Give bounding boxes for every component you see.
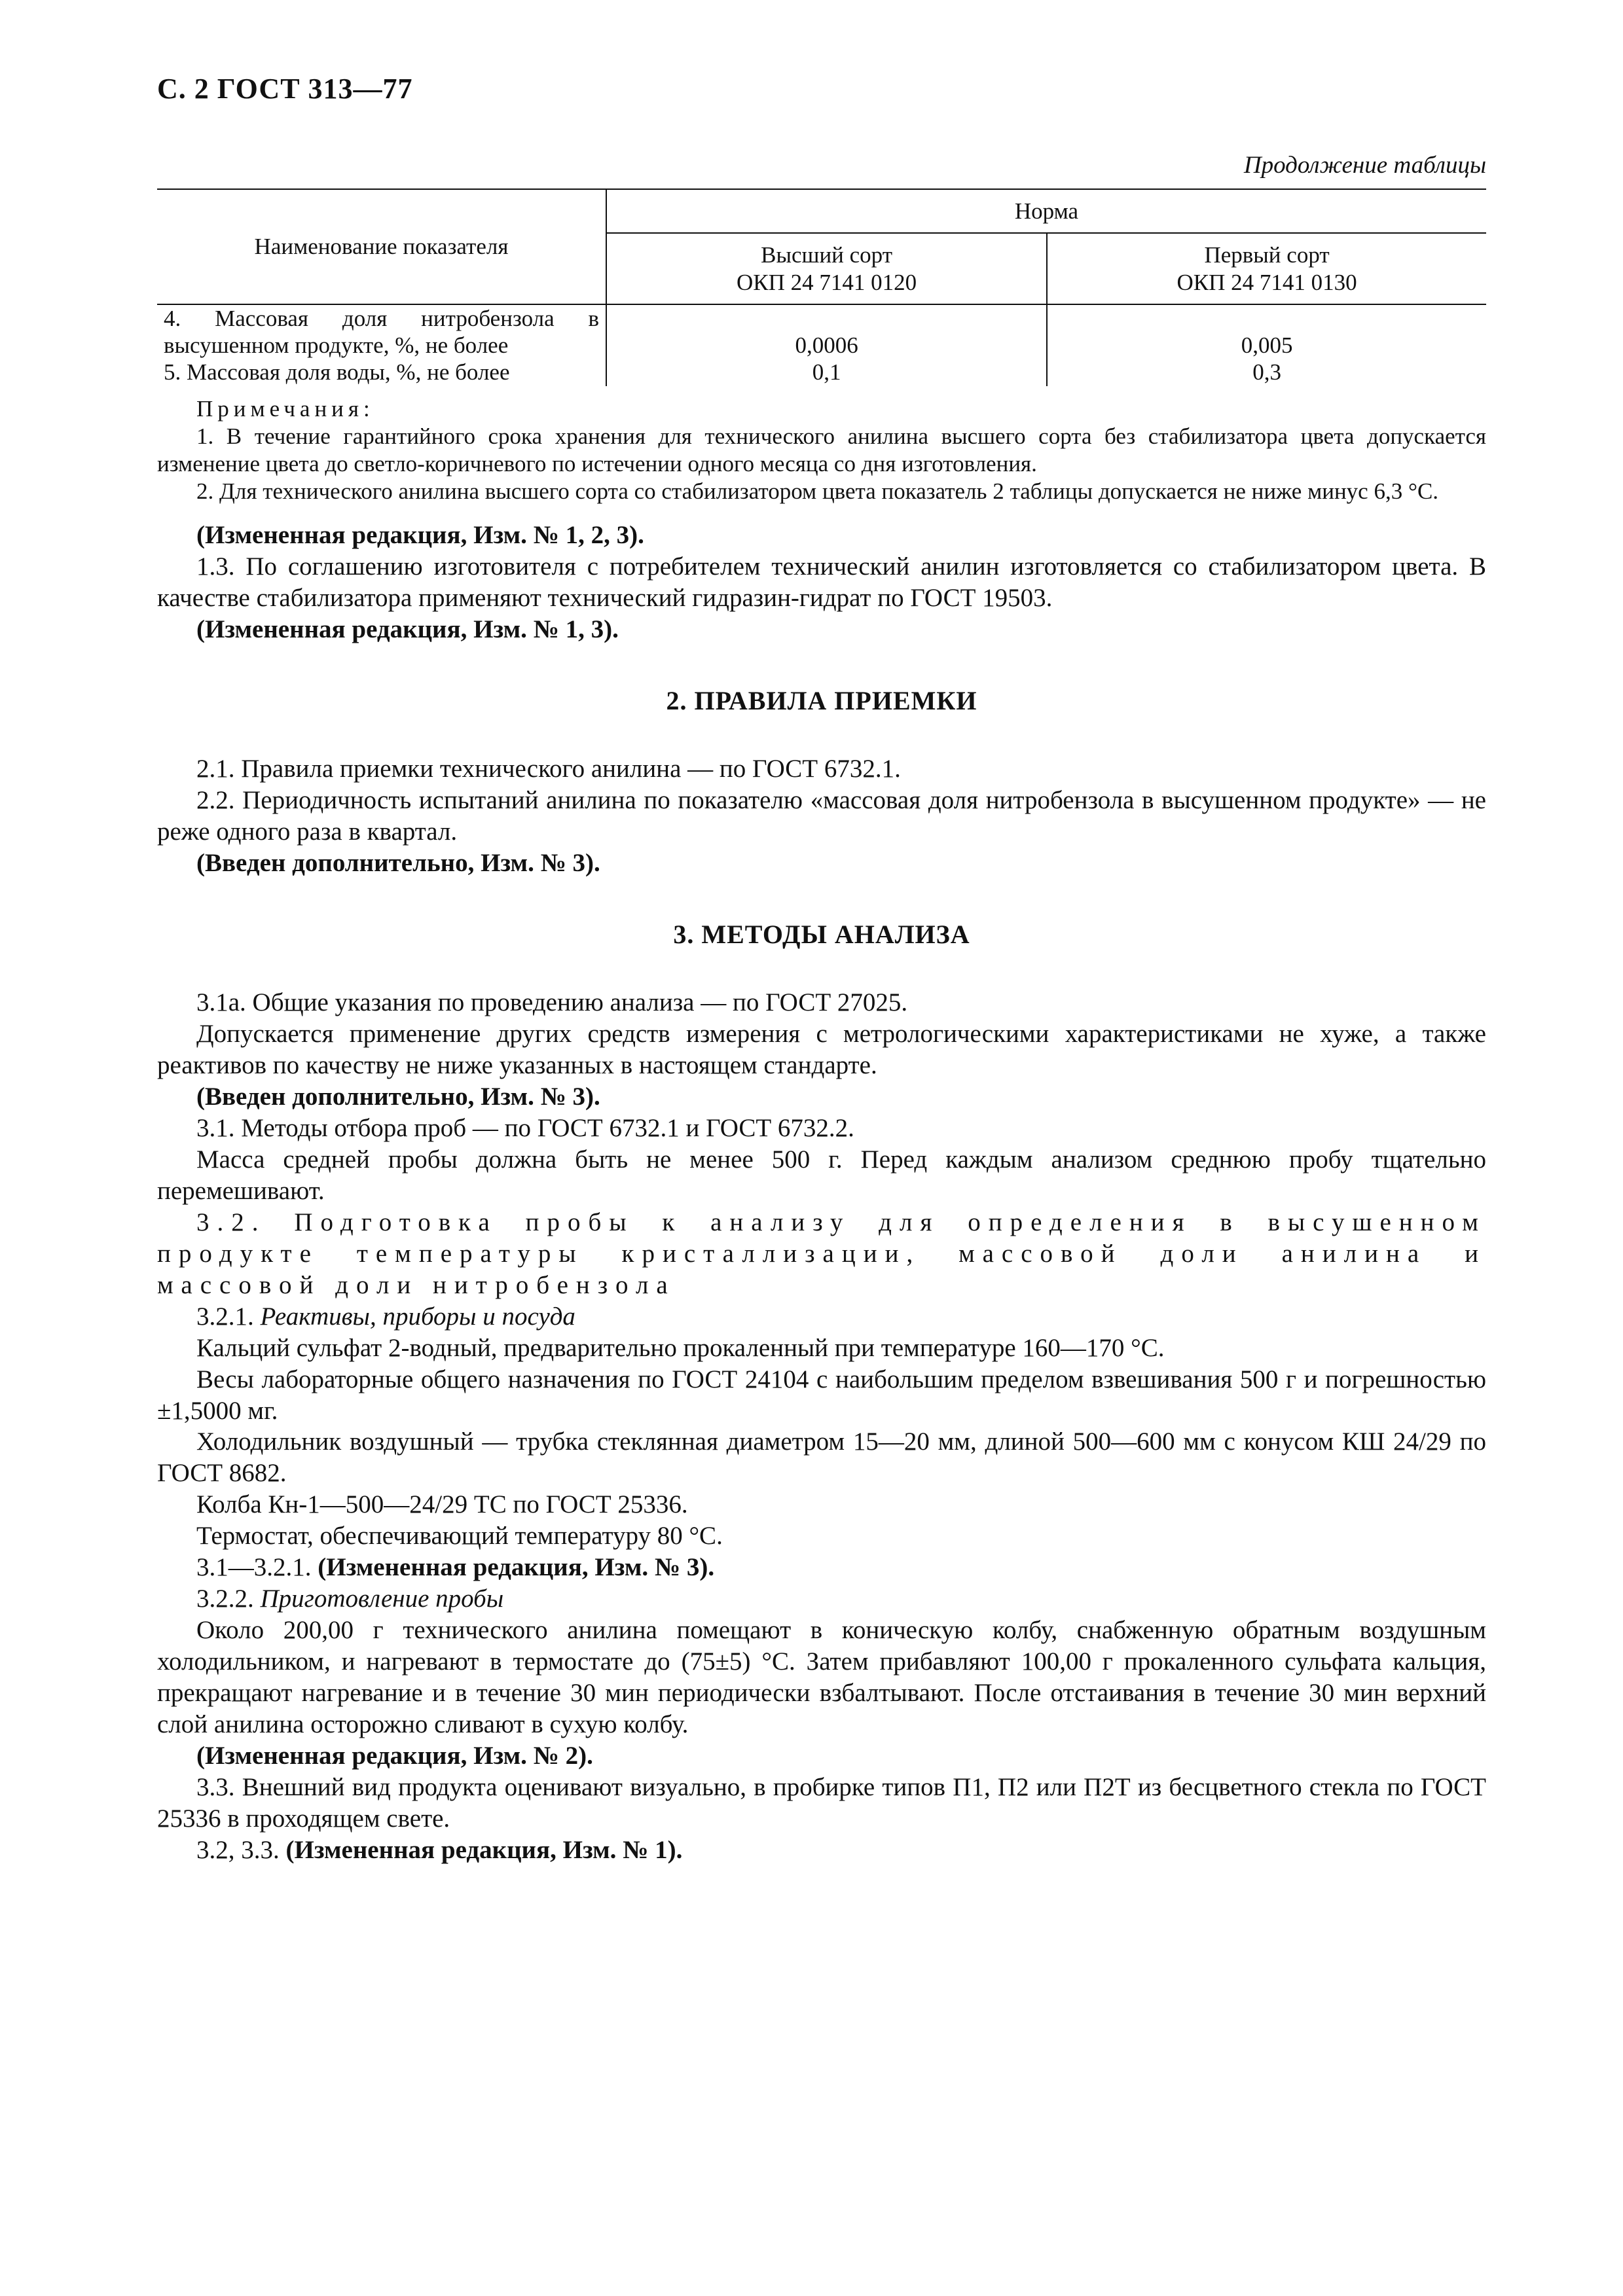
row-value-highest: 0,1: [606, 359, 1047, 386]
header-grade-highest: Высший сорт ОКП 24 7141 0120: [606, 233, 1047, 304]
paragraph-allowance: Допускается применение других средств измерения с метрологическими характеристиками не хуже, а также реактивов по качеству не ниже указанных в настоящем стандарте.: [157, 1019, 1486, 1079]
revision-note: (Измененная редакция, Изм. № 1, 2, 3).: [196, 520, 644, 549]
note-2: 2. Для технического анилина высшего сорта со стабилизатором цвета показатель 2 таблицы допускается не ниже минус 6,3 °С.: [196, 478, 1439, 504]
table-continuation-label: Продолжение таблицы: [1243, 152, 1486, 179]
row-value-highest: 0,0006: [606, 304, 1047, 359]
section-3-title: 3. МЕТОДЫ АНАЛИЗА: [673, 919, 970, 949]
revision-note: 3.2, 3.3. (Измененная редакция, Изм. № 1).: [196, 1836, 683, 1865]
document-page: [157, 72, 1486, 1866]
paragraph-3-2-line-1: 3.2. Подготовка пробы к анализу для определения в высушенном: [196, 1208, 1486, 1236]
row-name: 5. Массовая доля воды, %, не более: [164, 359, 510, 386]
revision-note: (Измененная редакция, Изм. № 2).: [196, 1742, 593, 1770]
row-value-first: 0,005: [1047, 304, 1486, 359]
row-value-first: 0,3: [1047, 359, 1486, 386]
row-name: 4. Массовая доля нитробензола в высушенном продукте, %, не более: [164, 305, 599, 359]
revision-note: (Измененная редакция, Изм. № 1, 3).: [196, 615, 619, 643]
note-1: 1. В течение гарантийного срока хранения для технического анилина высшего сорта без стабилизатора цвета допускается изменение цвета до светло-коричневого по истечении одного месяца со дня изготовления.: [157, 423, 1486, 476]
table-row: [157, 359, 1486, 386]
main-text: [157, 520, 1486, 1866]
paragraph-3-2-line-3: массовой доли нитробензола: [157, 1270, 676, 1299]
paragraph-flask: Колба Кн-1—500—24/29 ТС по ГОСТ 25336.: [196, 1490, 688, 1519]
notes-title: Примечания:: [196, 395, 374, 422]
paragraph-3-1: 3.1. Методы отбора проб — по ГОСТ 6732.1 и ГОСТ 6732.2.: [196, 1113, 854, 1142]
revision-note: (Введен дополнительно, Изм. № 3).: [196, 1082, 600, 1111]
paragraph-3-2-2: 3.2.2. Приготовление пробы: [196, 1585, 504, 1613]
notes-block: [157, 395, 1486, 505]
paragraph-calcium-sulfate: Кальций сульфат 2-водный, предварительно прокаленный при температуре 160—170 °С.: [196, 1333, 1165, 1362]
header-indicator-name: Наименование показателя: [157, 189, 606, 304]
revision-note: 3.1—3.2.1. (Измененная редакция, Изм. № 3).: [196, 1553, 715, 1582]
section-2-title: 2. ПРАВИЛА ПРИЕМКИ: [666, 685, 977, 715]
paragraph-sample-mass: Масса средней пробы должна быть не менее 500 г. Перед каждым анализом среднюю пробу тщательно перемешивают.: [157, 1145, 1486, 1205]
paragraph-preparation: Около 200,00 г технического анилина помещают в коническую колбу, снабженную обратным воздушным холодильником, и нагревают в термостате до (75±5) °С. Затем прибавляют 100,00 г прокаленного сульфата кальция, прекращают нагревание и в течение 30 мин периодически взбалтывают. После отстаивания в течение 30 мин верхний слой анилина осторожно сливают в сухую колбу.: [157, 1616, 1486, 1739]
paragraph-2-1: 2.1. Правила приемки технического анилина — по ГОСТ 6732.1.: [196, 754, 901, 783]
paragraph-1-3: 1.3. По соглашению изготовителя с потребителем технический анилин изготовляется со стабилизатором цвета. В качестве стабилизатора применяют технический гидразин-гидрат по ГОСТ 19503.: [157, 552, 1486, 612]
paragraph-3-1a: 3.1а. Общие указания по проведению анализа — по ГОСТ 27025.: [196, 988, 908, 1016]
norm-table: [157, 188, 1486, 386]
revision-note: (Введен дополнительно, Изм. № 3).: [196, 848, 600, 877]
header-norm: Норма: [606, 189, 1486, 233]
paragraph-thermostat: Термостат, обеспечивающий температуру 80 °С.: [196, 1522, 723, 1551]
paragraph-2-2: 2.2. Периодичность испытаний анилина по показателю «массовая доля нитробензола в высушенном продукте» — не реже одного раза в квартал.: [157, 785, 1486, 846]
paragraph-cooler: Холодильник воздушный — трубка стеклянная диаметром 15—20 мм, длиной 500—600 мм с конусом КШ 24/29 по ГОСТ 8682.: [157, 1427, 1486, 1488]
table-row: [157, 304, 1486, 359]
paragraph-3-2-line-2: продукте температуры кристаллизации, массовой доли анилина и: [157, 1239, 1486, 1268]
paragraph-3-3: 3.3. Внешний вид продукта оценивают визуально, в пробирке типов П1, П2 или П2Т из бесцветного стекла по ГОСТ 25336 в проходящем свете.: [157, 1773, 1486, 1833]
page-header: С. 2 ГОСТ 313—77: [157, 73, 413, 105]
paragraph-scales: Весы лабораторные общего назначения по ГОСТ 24104 с наибольшим пределом взвешивания 500 г и погрешностью ±1,5000 мг.: [157, 1365, 1486, 1425]
header-grade-first: Первый сорт ОКП 24 7141 0130: [1047, 233, 1486, 304]
paragraph-3-2-1: 3.2.1. Реактивы, приборы и посуда: [196, 1302, 575, 1331]
